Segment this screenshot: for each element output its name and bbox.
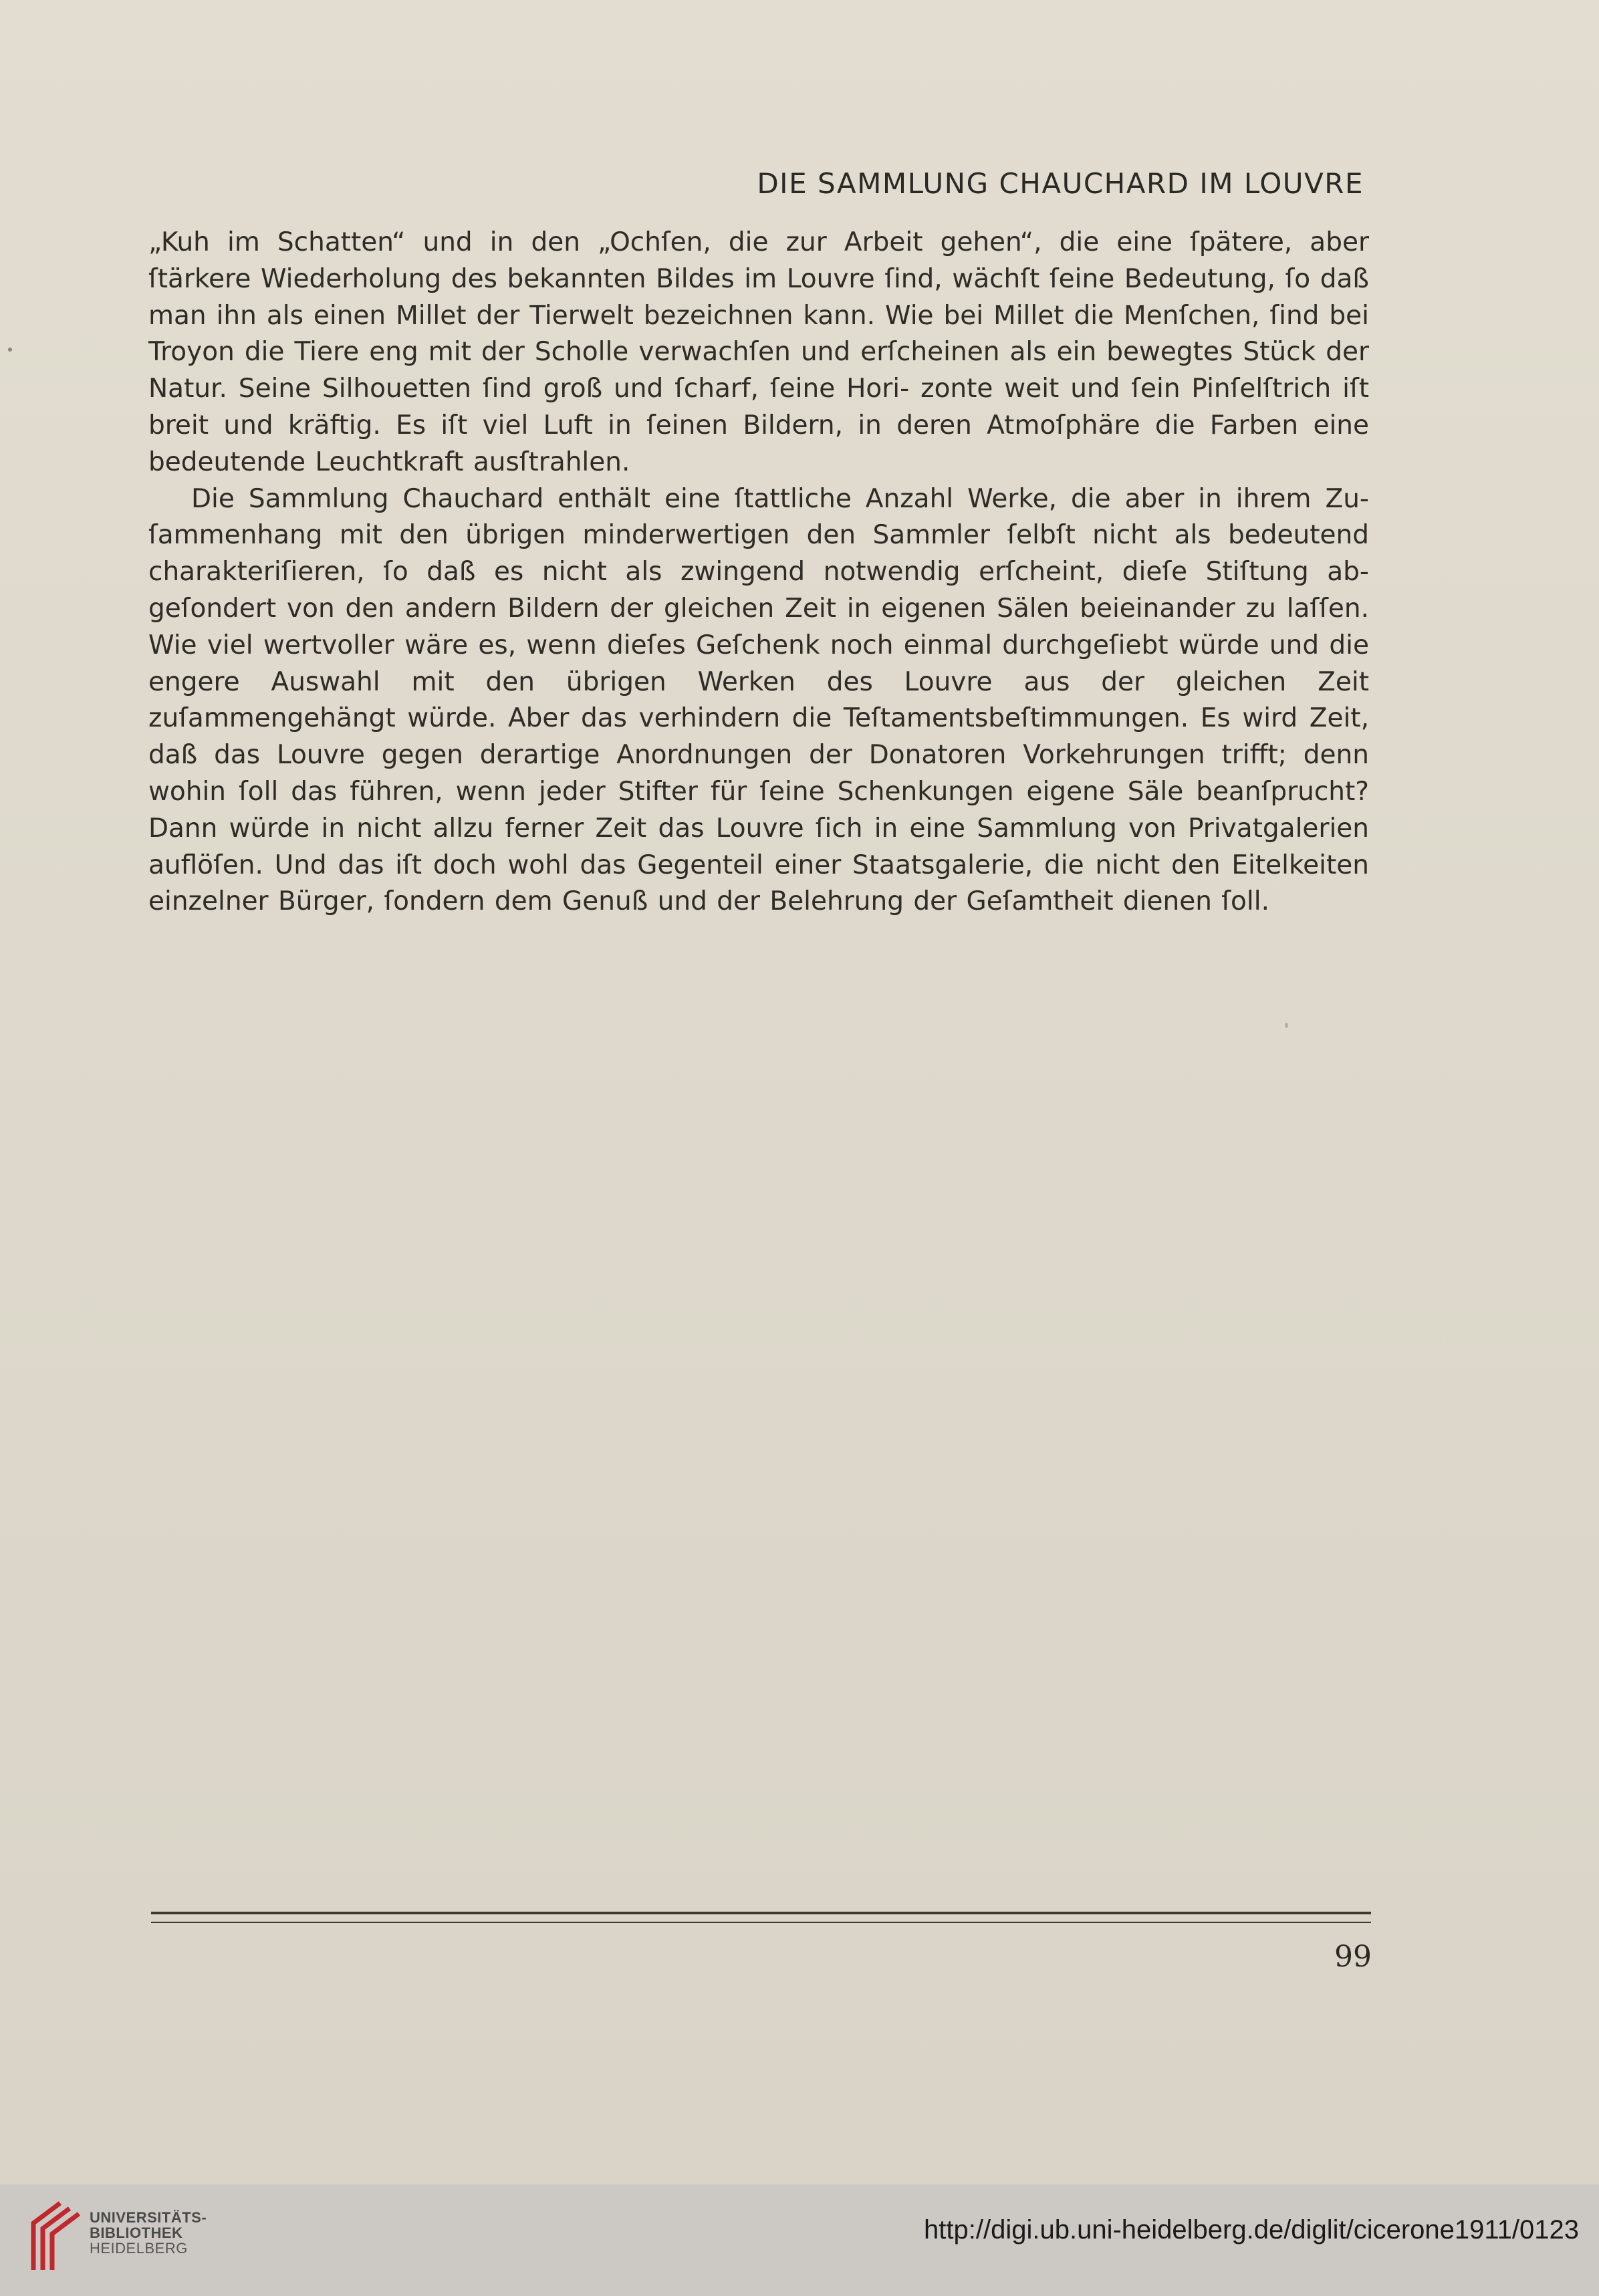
digitization-footer [0,2184,1599,2296]
library-logo-icon [20,2196,87,2277]
library-name-line2: BIBLIOTHEK [90,2224,183,2241]
dust-speck [8,348,12,352]
page-number: 99 [1334,1940,1372,1974]
body-text [148,225,1369,920]
running-head: DIE SAMMLUNG CHAUCHARD IM LOUVRE [757,167,1364,200]
paragraph-2: Die Sammlung Chauchard enthält eine ſtattliche Anzahl Werke, die aber in ihrem Zu- ſammenhang mit den übrigen minderwertigen den Sammler ſelbſt nicht als bedeutend charakteriſieren, ſo daß es nicht als zwingend notwendig erſcheint, dieſe Stiſtung ab- geſondert von den andern Bildern der gleichen Zeit in eigenen Sälen beieinander zu laſſen. Wie viel wertvoller wäre es, wenn dieſes Geſchenk noch einmal durchgeſiebt würde und die engere Auswahl mit den übrigen Werken des Louvre aus der gleichen Zeit zuſammengehängt würde. Aber das verhindern die Teſtamentsbeſtimmungen. Es wird Zeit, daß das Louvre gegen derartige Anordnungen der Donatoren Vorkehrungen trifft; denn wohin ſoll das führen, wenn jeder Stifter für ſeine Schenkungen eigene Säle beanſprucht? Dann würde in nicht allzu ferner Zeit das Louvre ſich in eine Sammlung von Privatgalerien auflöſen. Und das iſt doch wohl das Gegenteil einer Staatsgalerie, die nicht den Eitelkeiten einzelner Bürger, ſondern dem Genuß und der Belehrung der Geſamtheit dienen ſoll. [148,483,1369,917]
library-name-line1: UNIVERSITÄTS- [90,2209,207,2226]
dust-speck [1285,1023,1288,1028]
paragraph-1: „Kuh im Schatten“ und in den „Ochſen, die zur Arbeit gehen“, die eine ſpätere, aber ſtärkere Wiederholung des bekannten Bildes im Louvre ſind, wächſt ſeine Bedeutung, ſo daß man ihn als einen Millet der Tierwelt bezeichnen kann. Wie bei Millet die Menſchen, ſind bei Troyon die Tiere eng mit der Scholle verwachſen und erſcheinen als ein bewegtes Stück der Natur. Seine Silhouetten ſind groß und ſcharf, ſeine Hori- zonte weit und ſein Pinſelſtrich iſt breit und kräftig. Es iſt viel Luft in ſeinen Bildern, in deren Atmoſphäre die Farben eine bedeutende Leuchtkraft ausſtrahlen. [148,227,1369,477]
permalink-url[interactable]: http://digi.ub.uni-heidelberg.de/diglit/cicerone1911/0123 [924,2215,1579,2245]
library-name [90,2210,207,2256]
footer-rule-thin [151,1922,1371,1923]
footer-rule-thick [151,1912,1371,1914]
library-name-line3: HEIDELBERG [90,2240,188,2257]
